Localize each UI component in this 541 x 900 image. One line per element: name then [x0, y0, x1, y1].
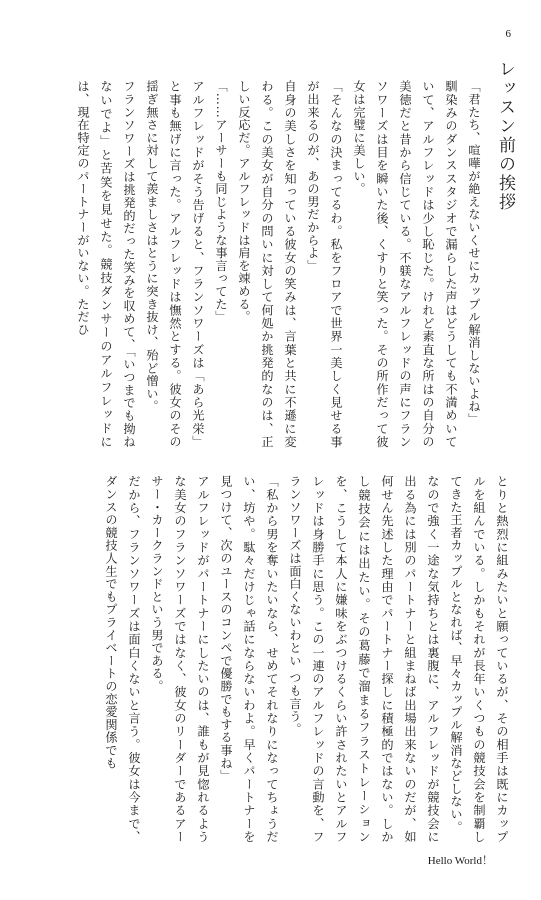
paragraph: フランソワーズは挑発的だった笑みを収めて、「いつまでも拗ねないでよ」と苦笑を見せた。競技ダンサーのアルフレッドには、現在特定のパートナーがいない。ただひ: [76, 80, 136, 448]
chapter-title: レッスン前の挨拶: [495, 60, 515, 212]
paragraph: 自身の美しさを知っている彼女の笑みは、言葉と共に不遜に変わる。この美女が自分の問いに対して何処か挑発的なのは、正しい反応だ。アルフレッドは肩を竦める。: [237, 80, 297, 448]
paragraph: 「そんなの決まってるわ。私をフロアで世界一美しく見せる事が出来るのが、あの男だからよ」: [306, 80, 343, 448]
paragraph: なので強く一途な気持ちとは裏腹に、アルフレッドが競技会に出る為には別のパートナーと組まねば出場出来ないのだが、如何せん先述した理由でパートナー探しに積極的ではない。しかし競技会には出たい。その葛藤で溜まるフラストレーションを、こうして本人に嫌味をぶつけるくらい許されたいとアルフレッドは身勝手に思う。この一連のアルフレッドの言動を、フランソワーズは面白くないわとい つも言う。: [288, 475, 440, 843]
paragraph: だから、フランソワーズは面白くないと言う。彼女は今まで、ダンスの競技人生でもプライベートの恋愛関係でも: [104, 475, 141, 843]
footer-title: Hello World！: [427, 855, 493, 867]
bottom-text-column: [15, 475, 513, 843]
top-text-column: [15, 80, 485, 448]
page-number: 6: [505, 28, 511, 40]
paragraph: アルフレッドがそう告げると、フランソワーズは「あら光栄」と事も無げに言った。アルフレッドは憮然とする。彼女のその揺ぎ無さに対して羨ましさはとうに突き抜け、殆ど憎い。: [145, 80, 205, 448]
paragraph: 馴染みのダンススタジオで漏らした声はどうしても不満めいていて、アルフレッドは少し恥じた。けれど素直な所はの自分の美徳だと昔から信じている。不躾なアルフレッドの声にフランソワーズは目を瞬いた後、くすりと笑った。その所作だって彼女は完璧に美しい。: [352, 80, 458, 448]
paragraph: 「……アーサーも同じような事言ってた」: [214, 80, 228, 324]
paragraph: 「私から男を奪いたいなら、せめてそれなりになってちょうだい、坊や。駄々だけじゃ話にならないわよ。早くパートナーを見つけて、次のユースのコンペで優勝でもする事ね」: [219, 475, 279, 843]
paragraph: とりと熱烈に組みたいと願っているが、その相手は既にカップルを組んでいる。しかもそれが長年いくつもの競技会を制覇してきた王者カップルとなれば、早々カップル解消などしない。: [449, 475, 509, 843]
paragraph: 「君たち、喧嘩が絶えないくせにカップル解消しないよね」: [467, 80, 481, 426]
paragraph: アルフレッドがパートナーにしたいのは、誰もが見惚れるような美女のフランソワーズではなく、彼女のリーダーであるアーサー・カークランドという男である。: [150, 475, 210, 843]
